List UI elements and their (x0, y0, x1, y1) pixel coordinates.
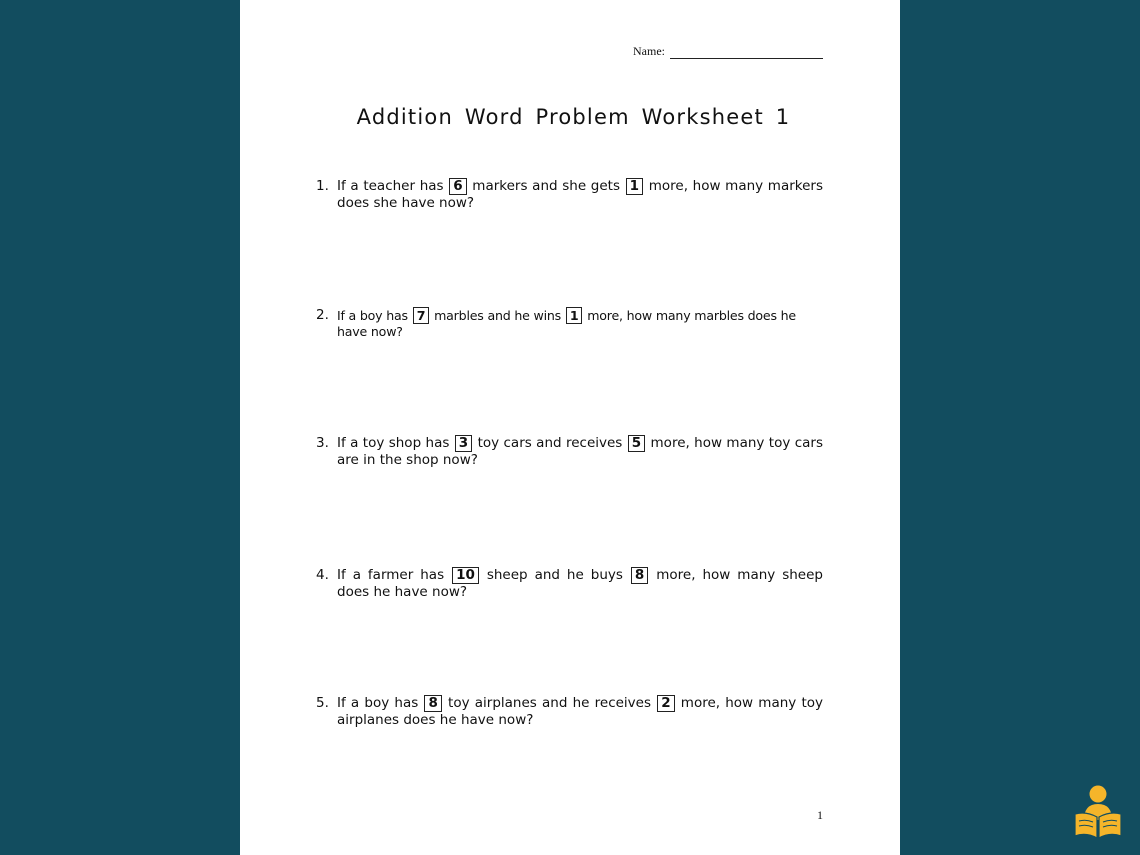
problem-text-part: more, how many toy airplanes does he have now? (337, 695, 823, 728)
problem-text (337, 567, 823, 600)
number-box: 10 (452, 567, 479, 584)
name-underline (670, 46, 823, 59)
problem-number: 4. (316, 567, 329, 583)
problem-text-part: more, how many sheep does he have now? (337, 567, 823, 600)
problem-text-part: markers and she gets (467, 178, 625, 194)
name-label: Name: (633, 44, 665, 58)
reading-person-icon (1072, 784, 1124, 840)
problem-number: 5. (316, 695, 329, 711)
problem-text-part: more, how many marbles does he have now? (337, 308, 796, 339)
problem-5 (316, 695, 823, 728)
worksheet-page (240, 0, 900, 855)
number-box: 5 (628, 435, 645, 452)
problem-text-part: more, how many markers does she have now? (337, 178, 823, 211)
problem-text (337, 695, 823, 728)
page-number: 1 (817, 808, 823, 822)
problem-text (337, 435, 823, 468)
problem-1 (316, 178, 823, 211)
worksheet-title: Addition Word Problem Worksheet 1 (356, 105, 791, 129)
number-box: 2 (657, 695, 674, 712)
problem-text-part: more, how many toy cars are in the shop now? (337, 435, 823, 468)
problem-text (337, 307, 823, 340)
problem-text (337, 178, 823, 211)
problem-2 (316, 307, 823, 340)
problem-text-part: toy airplanes and he receives (442, 695, 657, 711)
number-box: 6 (449, 178, 466, 195)
number-box: 8 (631, 567, 648, 584)
problem-text-part: If a teacher has (337, 178, 449, 194)
problem-text-part: If a farmer has (337, 567, 452, 583)
name-field (633, 44, 823, 59)
problem-4 (316, 567, 823, 600)
number-box: 1 (566, 307, 583, 324)
number-box: 7 (413, 307, 430, 324)
number-box: 3 (455, 435, 472, 452)
problem-text-part: If a boy has (337, 695, 424, 711)
problem-text-part: If a boy has (337, 308, 412, 323)
problem-number: 1. (316, 178, 329, 194)
problem-number: 2. (316, 307, 329, 323)
problem-number: 3. (316, 435, 329, 451)
problem-text-part: marbles and he wins (430, 308, 565, 323)
problem-text-part: sheep and he buys (479, 567, 630, 583)
problem-text-part: If a toy shop has (337, 435, 454, 451)
problem-3 (316, 435, 823, 468)
number-box: 8 (424, 695, 441, 712)
problem-text-part: toy cars and receives (473, 435, 627, 451)
number-box: 1 (626, 178, 643, 195)
